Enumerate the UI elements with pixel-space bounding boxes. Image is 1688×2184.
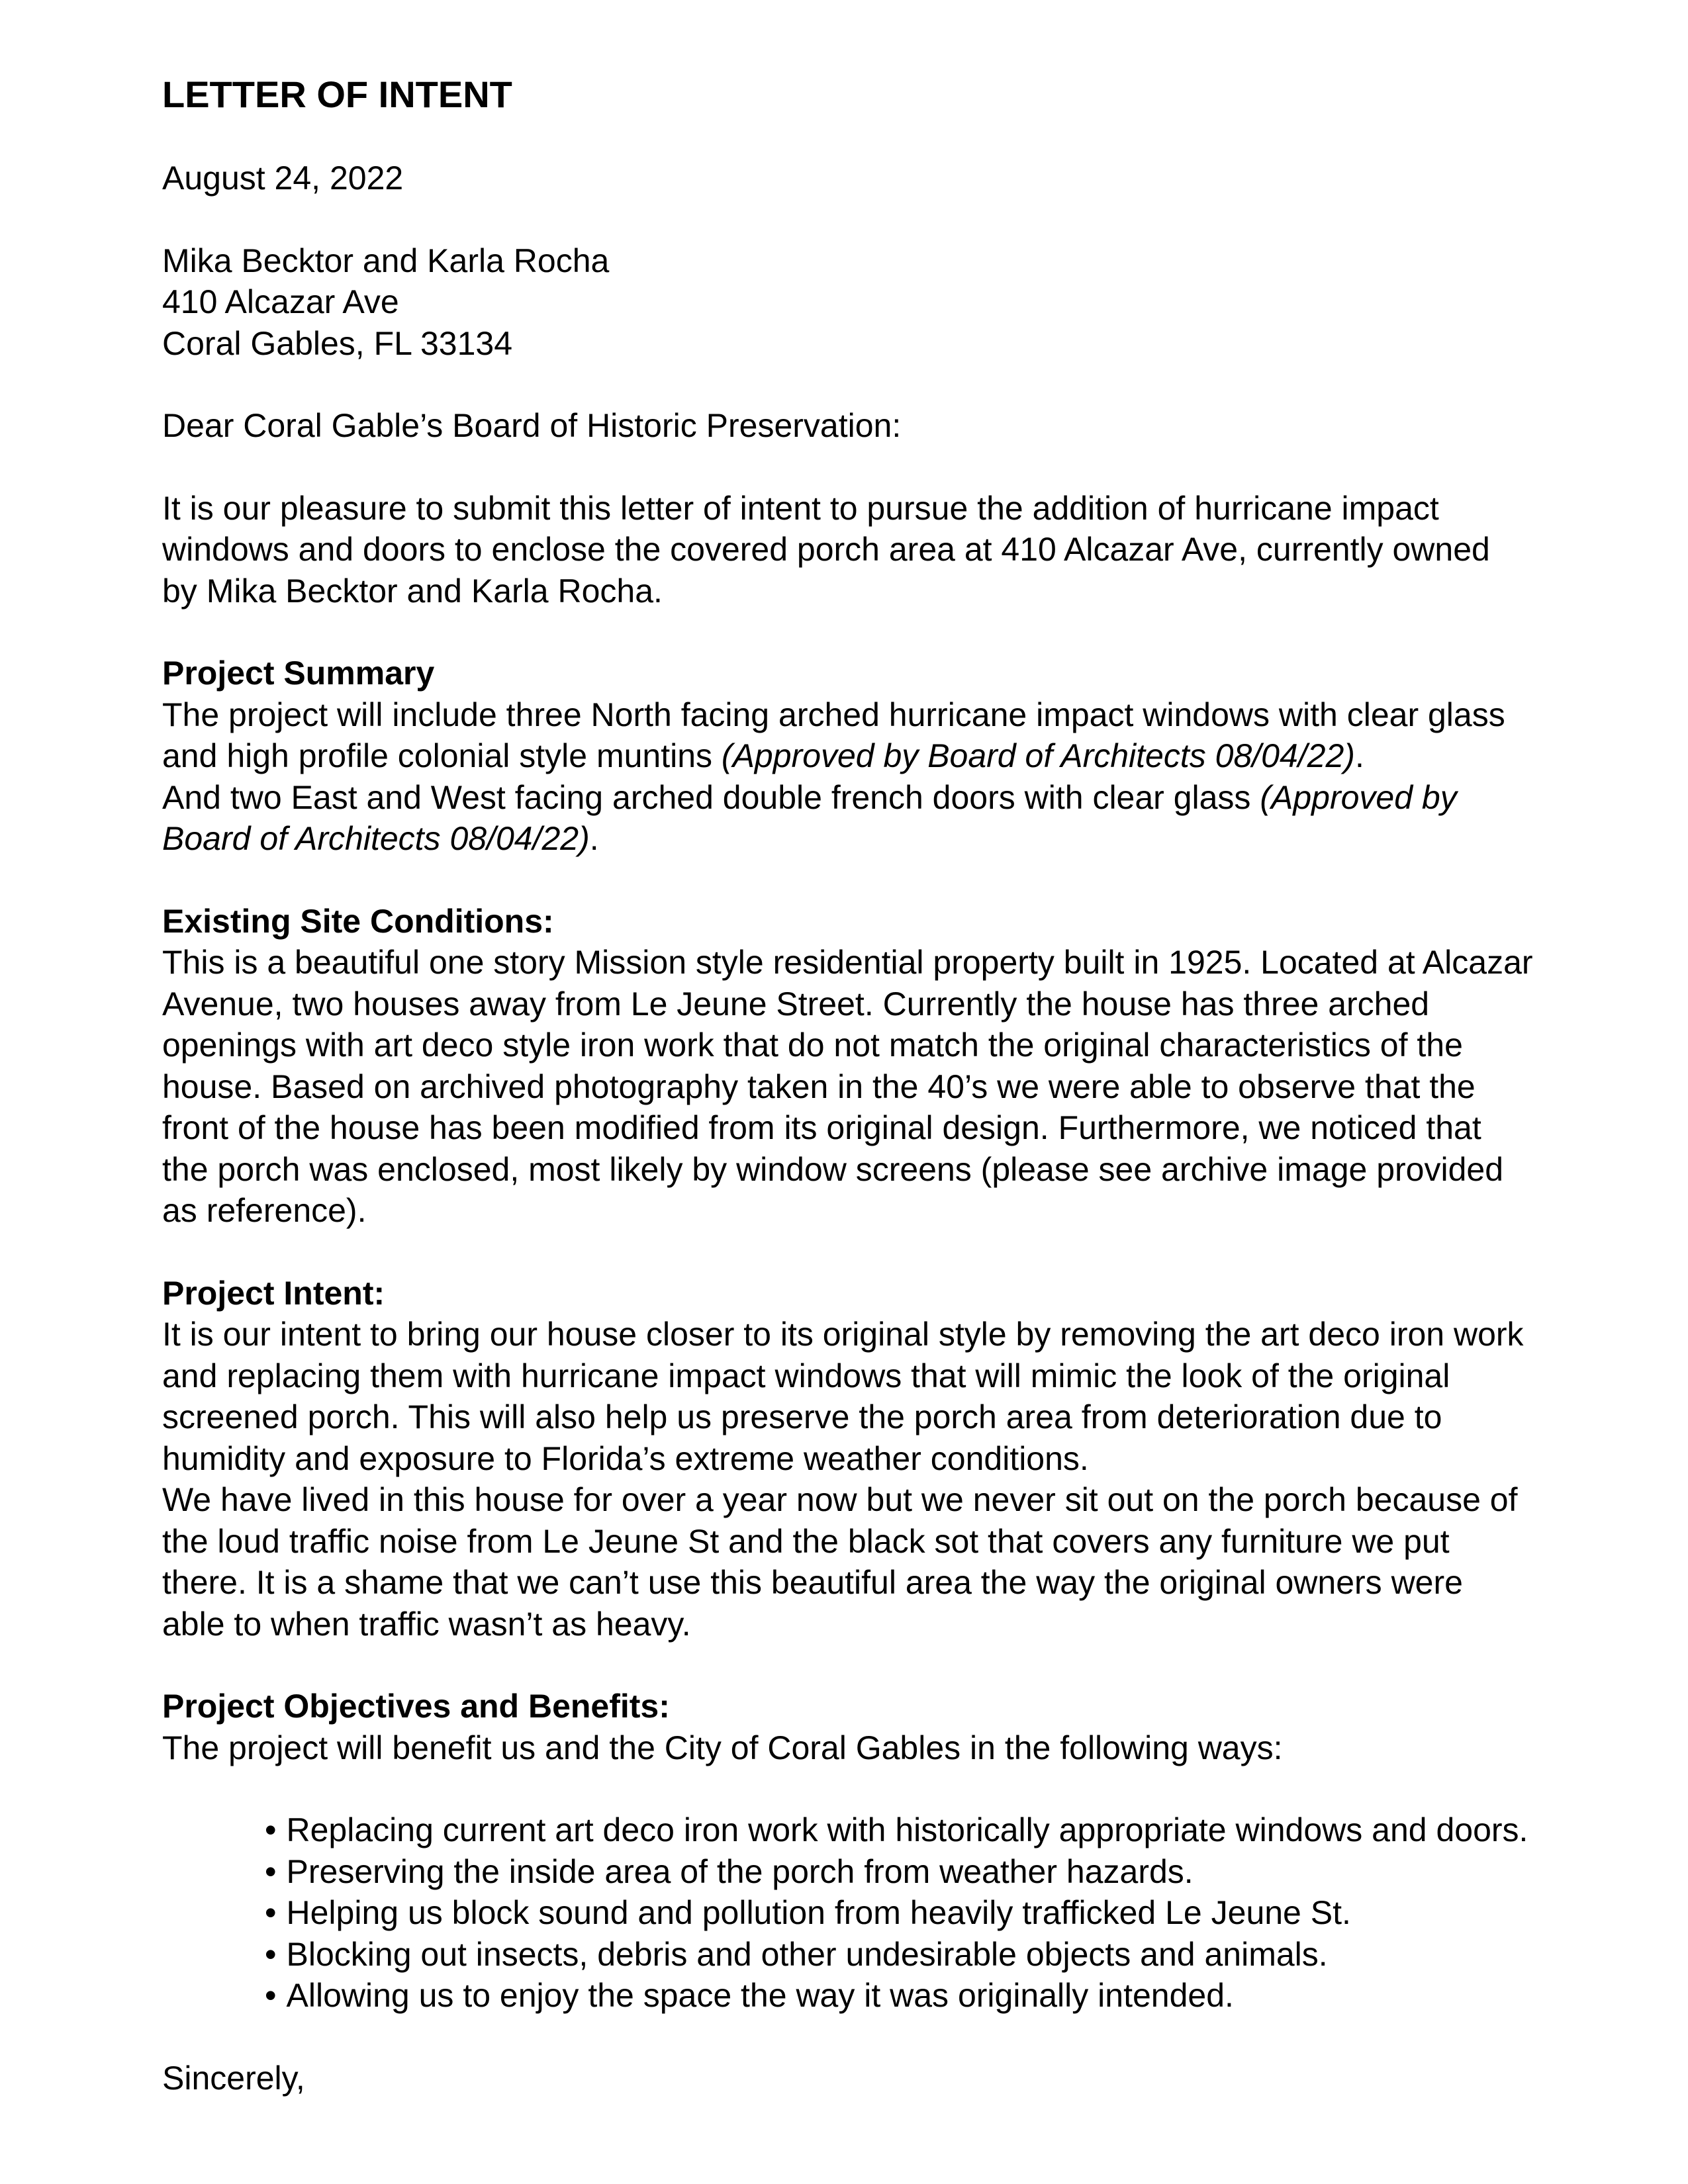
recipient-address [162,240,1534,365]
summary-sentence-2-text: And two East and West facing arched double french doors with clear glass [162,778,1260,816]
summary-sentence-2 [162,777,1534,860]
summary-sentence-1-period: . [1354,737,1364,774]
closing: Sincerely, [162,2059,305,2097]
objectives-lead-line: The project will benefit us and the City of Coral Gables in the following ways: [162,1729,1283,1766]
salutation: Dear Coral Gable’s Board of Historic Preservation: [162,407,902,444]
bullet-item-text: Preserving the inside area of the porch from weather hazards. [286,1852,1194,1890]
summary-sentence-1-text: The project will include three North facing arched hurricane impact windows with clear glass and high profile colonial style muntins [162,696,1505,774]
bullet-item [265,1809,1534,1851]
section-heading-project-intent: Project Intent: [162,1274,385,1312]
recipient-city-state-zip: Coral Gables, FL 33134 [162,324,513,362]
bullet-item [265,1975,1534,2017]
project-intent-paragraph-2: We have lived in this house for over a year now but we never sit out on the porch because of the loud traffic noise from Le Jeune St and the black sot that covers any furniture we put there. It is a shame that we can’t use this beautiful area the way the original owners were able to when traffic wasn’t as heavy. [162,1481,1518,1643]
bullet-item-text: Replacing current art deco iron work with historically appropriate windows and doors. [286,1811,1528,1848]
summary-sentence-1-approval-note: (Approved by Board of Architects 08/04/22) [721,737,1355,774]
existing-site-conditions-paragraph: This is a beautiful one story Mission style residential property built in 1925. Located at Alcazar Avenue, two houses away from Le Jeune Street. Currently the house has three arched openings with art deco style iron work that do not match the original characteristics of the house. Based on archived photography taken in the 40’s we were able to observe that the front of the house has been modified from its original design. Furthermore, we noticed that the porch was enclosed, most likely by window screens (please see archive image provided as reference). [162,944,1533,1229]
summary-sentence-1 [162,694,1534,777]
letter-date: August 24, 2022 [162,159,404,197]
bullet-item-text: Helping us block sound and pollution from heavily trafficked Le Jeune St. [286,1894,1351,1931]
bullet-item-text: Allowing us to enjoy the space the way it was originally intended. [286,1977,1234,2014]
bullet-item [265,1851,1534,1893]
intro-paragraph: It is our pleasure to submit this letter of intent to pursue the addition of hurricane impact windows and doors to enclose the covered porch area at 410 Alcazar Ave, currently owned by Mika Becktor and Karla Rocha. [162,489,1490,610]
project-intent-paragraph-1: It is our intent to bring our house closer to its original style by removing the art deco iron work and replacing them with hurricane impact windows that will mimic the look of the original screened porch. This will also help us preserve the porch area from deterioration due to humidity and exposure to Florida’s extreme weather conditions. [162,1316,1524,1477]
bullet-icon: • [265,1852,277,1890]
bullet-item [265,1892,1534,1934]
summary-sentence-2-approval-note: (Approved by Board of Architects 08/04/22) [162,778,1457,857]
page-title: LETTER OF INTENT [162,73,512,115]
section-heading-project-summary: Project Summary [162,655,435,692]
bullet-item [265,1934,1534,1976]
bullet-icon: • [265,1977,277,2014]
bullet-icon: • [265,1935,277,1973]
summary-sentence-2-period: . [589,820,599,857]
bullet-icon: • [265,1811,277,1848]
objectives-bullet-list [162,1809,1534,2017]
section-heading-project-objectives: Project Objectives and Benefits: [162,1688,670,1725]
recipient-street: 410 Alcazar Ave [162,283,399,320]
section-heading-existing-site-conditions: Existing Site Conditions: [162,902,554,940]
bullet-item-text: Blocking out insects, debris and other undesirable objects and animals. [286,1935,1328,1973]
bullet-icon: • [265,1894,277,1931]
recipient-name: Mika Becktor and Karla Rocha [162,242,610,279]
